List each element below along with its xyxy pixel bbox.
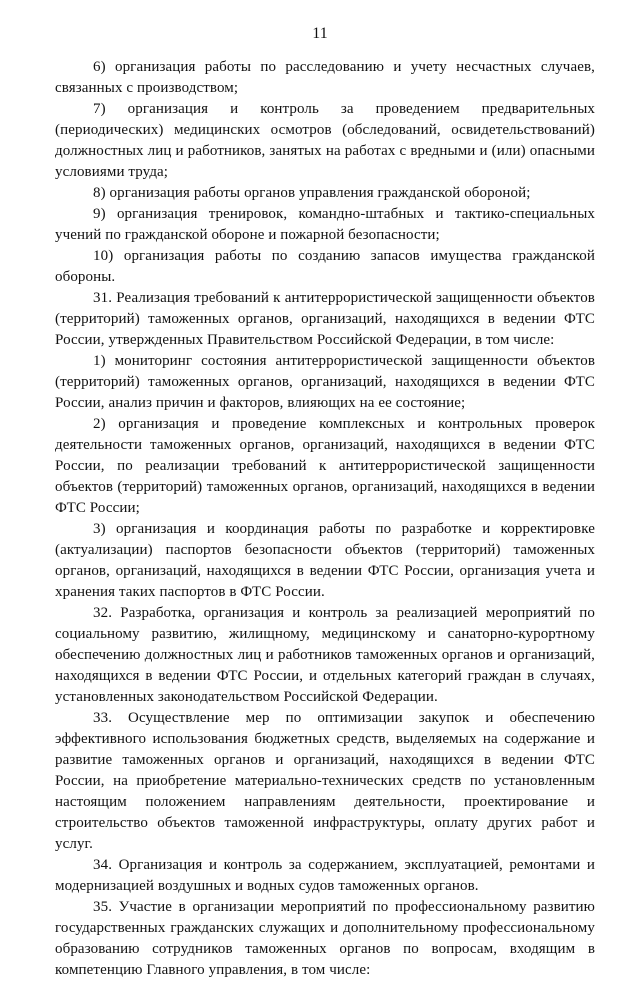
section-34: 34. Организация и контроль за содержанием, эксплуатацией, ремонтами и модернизацией воздушных и водных судов таможенных органов. [55, 857, 595, 894]
paragraph-item-6: 6) организация работы по расследованию и учету несчастных случаев, связанных с производством; [55, 59, 595, 96]
section-32: 32. Разработка, организация и контроль за реализацией мероприятий по социальному развитию, жилищному, медицинскому и санаторно-курортному обеспечению должностных лиц и работников таможенных органов и организаций, находящихся в ведении ФТС России, и отдельных категорий граждан в случаях, установленных законодательством Российской Федерации. [55, 605, 595, 705]
section-35: 35. Участие в организации мероприятий по профессиональному развитию государственных гражданских служащих и дополнительному профессиональному образованию сотрудников таможенных органов по вопросам, входящим в компетенцию Главного управления, в том числе: [55, 899, 595, 978]
section-31-item-3: 3) организация и координация работы по разработке и корректировке (актуализации) паспортов безопасности объектов (территорий) таможенных органов, организаций, находящихся в ведении ФТС России, организация учета и хранения таких паспортов в ФТС России. [55, 521, 595, 600]
document-body [55, 57, 595, 981]
section-31: 31. Реализация требований к антитеррористической защищенности объектов (территорий) таможенных органов, организаций, находящихся в ведении ФТС России, утвержденных Правительством Российской Федерации, в том числе: [55, 290, 595, 348]
paragraph-item-9: 9) организация тренировок, командно-штабных и тактико-специальных учений по гражданской обороне и пожарной безопасности; [55, 206, 595, 243]
section-31-item-2: 2) организация и проведение комплексных и контрольных проверок деятельности таможенных органов, организаций, находящихся в ведении ФТС России, по реализации требований к антитеррористической защищенности объектов (территорий) таможенных органов, организаций, находящихся в ведении ФТС России; [55, 416, 595, 516]
section-31-item-1: 1) мониторинг состояния антитеррористической защищенности объектов (территорий) таможенных органов, организаций, находящихся в ведении ФТС России, анализ причин и факторов, влияющих на ее состояние; [55, 353, 595, 411]
section-33: 33. Осуществление мер по оптимизации закупок и обеспечению эффективного использования бюджетных средств, выделяемых на содержание и развитие таможенных органов и организаций, находящихся в ведении ФТС России, на приобретение материально-технических средств по установленным настоящим положением направлениям деятельности, проектирование и строительство объектов таможенной инфраструктуры, оплату других работ и услуг. [55, 710, 595, 852]
paragraph-item-7: 7) организация и контроль за проведением предварительных (периодических) медицинских осмотров (обследований, освидетельствований) должностных лиц и работников, занятых на работах с вредными и (или) опасными условиями труда; [55, 101, 595, 180]
page-number: 11 [312, 25, 328, 42]
paragraph-item-10: 10) организация работы по созданию запасов имущества гражданской обороны. [55, 248, 595, 285]
paragraph-item-8: 8) организация работы органов управления гражданской обороной; [93, 185, 531, 201]
